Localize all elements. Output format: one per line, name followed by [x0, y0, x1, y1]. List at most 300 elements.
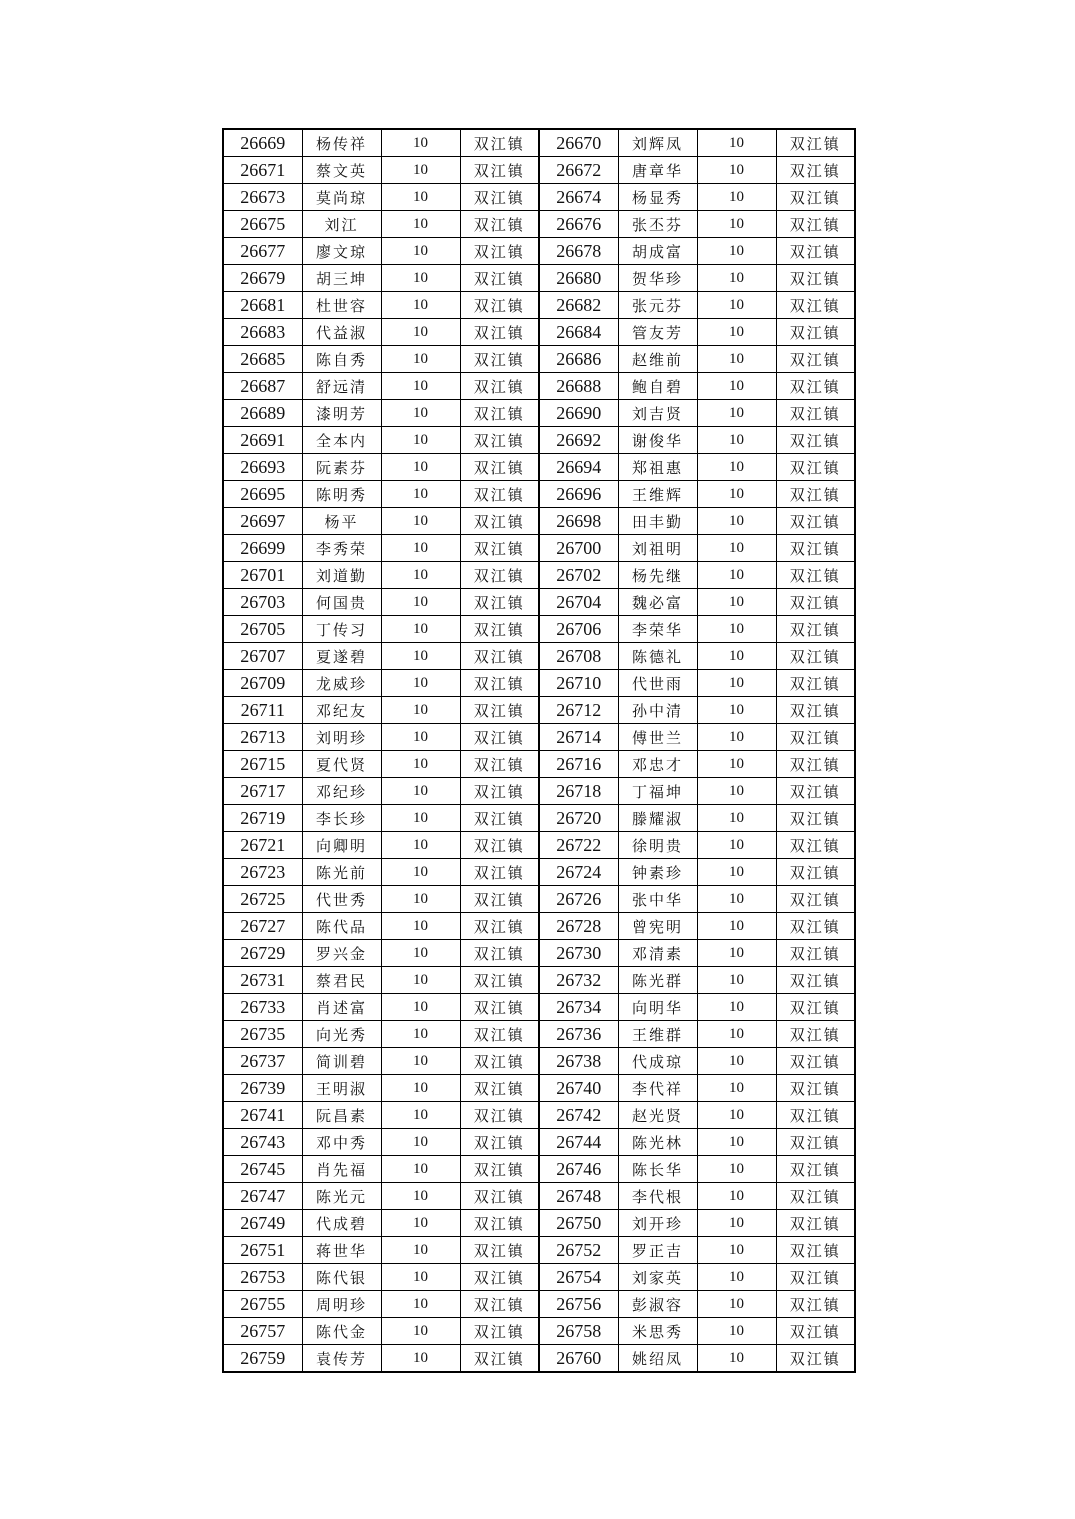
town-name-cell: 双江镇 [776, 481, 855, 508]
town-name-cell: 双江镇 [776, 157, 855, 184]
person-name-cell: 丁传习 [302, 616, 381, 643]
record-number-cell: 26722 [539, 832, 618, 859]
town-name-cell: 双江镇 [460, 1102, 539, 1129]
person-name-cell: 刘吉贤 [618, 400, 697, 427]
amount-cell: 10 [381, 751, 460, 778]
record-number-cell: 26746 [539, 1156, 618, 1183]
town-name-cell: 双江镇 [776, 859, 855, 886]
amount-cell: 10 [697, 778, 776, 805]
town-name-cell: 双江镇 [776, 292, 855, 319]
amount-cell: 10 [697, 1345, 776, 1373]
record-number-cell: 26673 [223, 184, 302, 211]
amount-cell: 10 [697, 562, 776, 589]
person-name-cell: 邓中秀 [302, 1129, 381, 1156]
town-name-cell: 双江镇 [776, 1048, 855, 1075]
town-name-cell: 双江镇 [776, 616, 855, 643]
record-number-cell: 26726 [539, 886, 618, 913]
table-row [223, 265, 855, 292]
amount-cell: 10 [697, 1210, 776, 1237]
amount-cell: 10 [381, 1183, 460, 1210]
record-number-cell: 26701 [223, 562, 302, 589]
amount-cell: 10 [697, 1156, 776, 1183]
town-name-cell: 双江镇 [460, 886, 539, 913]
person-name-cell: 贺华珍 [618, 265, 697, 292]
record-number-cell: 26740 [539, 1075, 618, 1102]
person-name-cell: 魏必富 [618, 589, 697, 616]
town-name-cell: 双江镇 [776, 129, 855, 157]
town-name-cell: 双江镇 [776, 1021, 855, 1048]
amount-cell: 10 [381, 670, 460, 697]
table-row [223, 1021, 855, 1048]
record-number-cell: 26750 [539, 1210, 618, 1237]
town-name-cell: 双江镇 [460, 238, 539, 265]
amount-cell: 10 [697, 184, 776, 211]
table-row [223, 589, 855, 616]
town-name-cell: 双江镇 [776, 832, 855, 859]
table-row [223, 1075, 855, 1102]
town-name-cell: 双江镇 [776, 751, 855, 778]
table-row [223, 319, 855, 346]
person-name-cell: 刘明珍 [302, 724, 381, 751]
record-number-cell: 26715 [223, 751, 302, 778]
town-name-cell: 双江镇 [460, 129, 539, 157]
amount-cell: 10 [381, 859, 460, 886]
record-number-cell: 26698 [539, 508, 618, 535]
record-number-cell: 26684 [539, 319, 618, 346]
amount-cell: 10 [381, 346, 460, 373]
amount-cell: 10 [381, 940, 460, 967]
amount-cell: 10 [697, 157, 776, 184]
table-row [223, 1048, 855, 1075]
person-name-cell: 陈光元 [302, 1183, 381, 1210]
table-row [223, 481, 855, 508]
town-name-cell: 双江镇 [460, 1183, 539, 1210]
record-number-cell: 26748 [539, 1183, 618, 1210]
person-name-cell: 代成碧 [302, 1210, 381, 1237]
roster-table-body [223, 129, 855, 1372]
amount-cell: 10 [697, 129, 776, 157]
amount-cell: 10 [697, 967, 776, 994]
record-number-cell: 26744 [539, 1129, 618, 1156]
record-number-cell: 26730 [539, 940, 618, 967]
record-number-cell: 26709 [223, 670, 302, 697]
amount-cell: 10 [697, 1021, 776, 1048]
person-name-cell: 周明珍 [302, 1291, 381, 1318]
person-name-cell: 米思秀 [618, 1318, 697, 1345]
amount-cell: 10 [381, 1156, 460, 1183]
table-row [223, 129, 855, 157]
record-number-cell: 26669 [223, 129, 302, 157]
amount-cell: 10 [697, 1129, 776, 1156]
amount-cell: 10 [381, 184, 460, 211]
record-number-cell: 26721 [223, 832, 302, 859]
amount-cell: 10 [381, 1345, 460, 1373]
town-name-cell: 双江镇 [460, 967, 539, 994]
table-row [223, 886, 855, 913]
record-number-cell: 26736 [539, 1021, 618, 1048]
town-name-cell: 双江镇 [460, 1048, 539, 1075]
record-number-cell: 26682 [539, 292, 618, 319]
person-name-cell: 刘开珍 [618, 1210, 697, 1237]
person-name-cell: 刘祖明 [618, 535, 697, 562]
table-row [223, 238, 855, 265]
amount-cell: 10 [381, 967, 460, 994]
town-name-cell: 双江镇 [776, 778, 855, 805]
table-row [223, 859, 855, 886]
person-name-cell: 陈光群 [618, 967, 697, 994]
person-name-cell: 杨先继 [618, 562, 697, 589]
record-number-cell: 26747 [223, 1183, 302, 1210]
person-name-cell: 彭淑容 [618, 1291, 697, 1318]
record-number-cell: 26754 [539, 1264, 618, 1291]
person-name-cell: 代益淑 [302, 319, 381, 346]
person-name-cell: 莫尚琼 [302, 184, 381, 211]
amount-cell: 10 [697, 319, 776, 346]
town-name-cell: 双江镇 [776, 211, 855, 238]
record-number-cell: 26739 [223, 1075, 302, 1102]
person-name-cell: 邓清素 [618, 940, 697, 967]
amount-cell: 10 [381, 157, 460, 184]
amount-cell: 10 [381, 697, 460, 724]
table-row [223, 1237, 855, 1264]
amount-cell: 10 [381, 1075, 460, 1102]
amount-cell: 10 [381, 1021, 460, 1048]
table-row [223, 778, 855, 805]
town-name-cell: 双江镇 [776, 1102, 855, 1129]
town-name-cell: 双江镇 [460, 265, 539, 292]
record-number-cell: 26677 [223, 238, 302, 265]
town-name-cell: 双江镇 [776, 967, 855, 994]
table-row [223, 670, 855, 697]
record-number-cell: 26757 [223, 1318, 302, 1345]
town-name-cell: 双江镇 [776, 1291, 855, 1318]
town-name-cell: 双江镇 [460, 157, 539, 184]
amount-cell: 10 [381, 481, 460, 508]
person-name-cell: 陈自秀 [302, 346, 381, 373]
person-name-cell: 陈光林 [618, 1129, 697, 1156]
table-row [223, 1318, 855, 1345]
amount-cell: 10 [697, 940, 776, 967]
record-number-cell: 26712 [539, 697, 618, 724]
person-name-cell: 王维辉 [618, 481, 697, 508]
person-name-cell: 陈代金 [302, 1318, 381, 1345]
record-number-cell: 26725 [223, 886, 302, 913]
town-name-cell: 双江镇 [776, 886, 855, 913]
table-row [223, 346, 855, 373]
record-number-cell: 26692 [539, 427, 618, 454]
town-name-cell: 双江镇 [460, 994, 539, 1021]
town-name-cell: 双江镇 [460, 1075, 539, 1102]
town-name-cell: 双江镇 [460, 346, 539, 373]
person-name-cell: 代成琼 [618, 1048, 697, 1075]
table-row [223, 1264, 855, 1291]
person-name-cell: 李代祥 [618, 1075, 697, 1102]
table-row [223, 1102, 855, 1129]
person-name-cell: 何国贵 [302, 589, 381, 616]
town-name-cell: 双江镇 [776, 1318, 855, 1345]
person-name-cell: 罗兴金 [302, 940, 381, 967]
table-row [223, 832, 855, 859]
amount-cell: 10 [697, 1291, 776, 1318]
person-name-cell: 刘辉凤 [618, 129, 697, 157]
table-row [223, 805, 855, 832]
town-name-cell: 双江镇 [776, 1183, 855, 1210]
town-name-cell: 双江镇 [776, 697, 855, 724]
amount-cell: 10 [381, 400, 460, 427]
person-name-cell: 向卿明 [302, 832, 381, 859]
amount-cell: 10 [381, 1210, 460, 1237]
town-name-cell: 双江镇 [776, 562, 855, 589]
person-name-cell: 邓纪友 [302, 697, 381, 724]
person-name-cell: 管友芳 [618, 319, 697, 346]
amount-cell: 10 [697, 643, 776, 670]
amount-cell: 10 [381, 589, 460, 616]
amount-cell: 10 [697, 886, 776, 913]
person-name-cell: 阮昌素 [302, 1102, 381, 1129]
record-number-cell: 26728 [539, 913, 618, 940]
record-number-cell: 26685 [223, 346, 302, 373]
record-number-cell: 26749 [223, 1210, 302, 1237]
town-name-cell: 双江镇 [460, 859, 539, 886]
person-name-cell: 徐明贵 [618, 832, 697, 859]
town-name-cell: 双江镇 [776, 400, 855, 427]
town-name-cell: 双江镇 [460, 1210, 539, 1237]
town-name-cell: 双江镇 [776, 1345, 855, 1373]
amount-cell: 10 [381, 832, 460, 859]
town-name-cell: 双江镇 [460, 1237, 539, 1264]
town-name-cell: 双江镇 [776, 940, 855, 967]
record-number-cell: 26674 [539, 184, 618, 211]
town-name-cell: 双江镇 [776, 643, 855, 670]
amount-cell: 10 [697, 1237, 776, 1264]
roster-table [222, 128, 856, 1373]
amount-cell: 10 [697, 1102, 776, 1129]
town-name-cell: 双江镇 [460, 1318, 539, 1345]
town-name-cell: 双江镇 [460, 940, 539, 967]
amount-cell: 10 [697, 238, 776, 265]
amount-cell: 10 [381, 886, 460, 913]
person-name-cell: 李荣华 [618, 616, 697, 643]
town-name-cell: 双江镇 [460, 832, 539, 859]
record-number-cell: 26706 [539, 616, 618, 643]
record-number-cell: 26683 [223, 319, 302, 346]
amount-cell: 10 [381, 1237, 460, 1264]
person-name-cell: 赵光贤 [618, 1102, 697, 1129]
person-name-cell: 夏代贤 [302, 751, 381, 778]
record-number-cell: 26689 [223, 400, 302, 427]
amount-cell: 10 [697, 751, 776, 778]
record-number-cell: 26735 [223, 1021, 302, 1048]
person-name-cell: 夏遂碧 [302, 643, 381, 670]
record-number-cell: 26717 [223, 778, 302, 805]
record-number-cell: 26759 [223, 1345, 302, 1373]
amount-cell: 10 [381, 562, 460, 589]
town-name-cell: 双江镇 [776, 805, 855, 832]
record-number-cell: 26691 [223, 427, 302, 454]
amount-cell: 10 [697, 1264, 776, 1291]
amount-cell: 10 [381, 643, 460, 670]
town-name-cell: 双江镇 [776, 508, 855, 535]
amount-cell: 10 [381, 238, 460, 265]
town-name-cell: 双江镇 [460, 508, 539, 535]
town-name-cell: 双江镇 [460, 1129, 539, 1156]
amount-cell: 10 [697, 1075, 776, 1102]
record-number-cell: 26758 [539, 1318, 618, 1345]
person-name-cell: 向光秀 [302, 1021, 381, 1048]
record-number-cell: 26681 [223, 292, 302, 319]
town-name-cell: 双江镇 [460, 427, 539, 454]
town-name-cell: 双江镇 [460, 319, 539, 346]
amount-cell: 10 [697, 346, 776, 373]
town-name-cell: 双江镇 [460, 211, 539, 238]
amount-cell: 10 [381, 265, 460, 292]
person-name-cell: 杨传祥 [302, 129, 381, 157]
person-name-cell: 曾宪明 [618, 913, 697, 940]
amount-cell: 10 [697, 805, 776, 832]
table-row [223, 400, 855, 427]
record-number-cell: 26693 [223, 454, 302, 481]
amount-cell: 10 [697, 427, 776, 454]
person-name-cell: 孙中清 [618, 697, 697, 724]
record-number-cell: 26731 [223, 967, 302, 994]
amount-cell: 10 [697, 589, 776, 616]
town-name-cell: 双江镇 [776, 1264, 855, 1291]
town-name-cell: 双江镇 [776, 1075, 855, 1102]
person-name-cell: 杨平 [302, 508, 381, 535]
town-name-cell: 双江镇 [776, 1156, 855, 1183]
record-number-cell: 26741 [223, 1102, 302, 1129]
amount-cell: 10 [381, 1102, 460, 1129]
table-row [223, 967, 855, 994]
amount-cell: 10 [381, 724, 460, 751]
record-number-cell: 26738 [539, 1048, 618, 1075]
record-number-cell: 26753 [223, 1264, 302, 1291]
town-name-cell: 双江镇 [460, 184, 539, 211]
person-name-cell: 鲍自碧 [618, 373, 697, 400]
record-number-cell: 26745 [223, 1156, 302, 1183]
record-number-cell: 26727 [223, 913, 302, 940]
table-row [223, 373, 855, 400]
person-name-cell: 漆明芳 [302, 400, 381, 427]
amount-cell: 10 [381, 535, 460, 562]
person-name-cell: 张丕芬 [618, 211, 697, 238]
amount-cell: 10 [697, 1048, 776, 1075]
person-name-cell: 傅世兰 [618, 724, 697, 751]
amount-cell: 10 [697, 697, 776, 724]
amount-cell: 10 [381, 1318, 460, 1345]
record-number-cell: 26703 [223, 589, 302, 616]
town-name-cell: 双江镇 [460, 535, 539, 562]
table-row [223, 994, 855, 1021]
person-name-cell: 廖文琼 [302, 238, 381, 265]
person-name-cell: 向明华 [618, 994, 697, 1021]
record-number-cell: 26724 [539, 859, 618, 886]
amount-cell: 10 [381, 1048, 460, 1075]
record-number-cell: 26710 [539, 670, 618, 697]
record-number-cell: 26672 [539, 157, 618, 184]
amount-cell: 10 [381, 805, 460, 832]
record-number-cell: 26694 [539, 454, 618, 481]
town-name-cell: 双江镇 [460, 670, 539, 697]
amount-cell: 10 [697, 913, 776, 940]
record-number-cell: 26711 [223, 697, 302, 724]
table-row [223, 1291, 855, 1318]
amount-cell: 10 [697, 859, 776, 886]
record-number-cell: 26734 [539, 994, 618, 1021]
amount-cell: 10 [381, 129, 460, 157]
table-row [223, 211, 855, 238]
record-number-cell: 26742 [539, 1102, 618, 1129]
amount-cell: 10 [381, 454, 460, 481]
amount-cell: 10 [381, 616, 460, 643]
amount-cell: 10 [381, 1264, 460, 1291]
amount-cell: 10 [381, 292, 460, 319]
table-row [223, 1129, 855, 1156]
record-number-cell: 26729 [223, 940, 302, 967]
amount-cell: 10 [697, 211, 776, 238]
person-name-cell: 陈代银 [302, 1264, 381, 1291]
amount-cell: 10 [381, 1129, 460, 1156]
table-row [223, 724, 855, 751]
record-number-cell: 26676 [539, 211, 618, 238]
town-name-cell: 双江镇 [460, 805, 539, 832]
person-name-cell: 阮素芬 [302, 454, 381, 481]
town-name-cell: 双江镇 [460, 1264, 539, 1291]
town-name-cell: 双江镇 [776, 1210, 855, 1237]
person-name-cell: 代世秀 [302, 886, 381, 913]
town-name-cell: 双江镇 [776, 454, 855, 481]
person-name-cell: 钟素珍 [618, 859, 697, 886]
person-name-cell: 邓忠才 [618, 751, 697, 778]
town-name-cell: 双江镇 [460, 373, 539, 400]
person-name-cell: 王维群 [618, 1021, 697, 1048]
record-number-cell: 26713 [223, 724, 302, 751]
record-number-cell: 26723 [223, 859, 302, 886]
town-name-cell: 双江镇 [460, 616, 539, 643]
amount-cell: 10 [381, 319, 460, 346]
person-name-cell: 蒋世华 [302, 1237, 381, 1264]
record-number-cell: 26707 [223, 643, 302, 670]
record-number-cell: 26699 [223, 535, 302, 562]
record-number-cell: 26702 [539, 562, 618, 589]
amount-cell: 10 [381, 778, 460, 805]
table-row [223, 751, 855, 778]
town-name-cell: 双江镇 [776, 346, 855, 373]
record-number-cell: 26687 [223, 373, 302, 400]
record-number-cell: 26675 [223, 211, 302, 238]
record-number-cell: 26679 [223, 265, 302, 292]
person-name-cell: 罗正吉 [618, 1237, 697, 1264]
person-name-cell: 唐章华 [618, 157, 697, 184]
person-name-cell: 简训碧 [302, 1048, 381, 1075]
town-name-cell: 双江镇 [460, 400, 539, 427]
town-name-cell: 双江镇 [460, 1021, 539, 1048]
amount-cell: 10 [697, 724, 776, 751]
town-name-cell: 双江镇 [776, 994, 855, 1021]
record-number-cell: 26705 [223, 616, 302, 643]
record-number-cell: 26671 [223, 157, 302, 184]
amount-cell: 10 [697, 481, 776, 508]
table-row [223, 1210, 855, 1237]
town-name-cell: 双江镇 [460, 1345, 539, 1373]
town-name-cell: 双江镇 [776, 535, 855, 562]
town-name-cell: 双江镇 [776, 265, 855, 292]
table-row [223, 940, 855, 967]
town-name-cell: 双江镇 [776, 724, 855, 751]
town-name-cell: 双江镇 [776, 373, 855, 400]
amount-cell: 10 [697, 1183, 776, 1210]
table-row [223, 697, 855, 724]
